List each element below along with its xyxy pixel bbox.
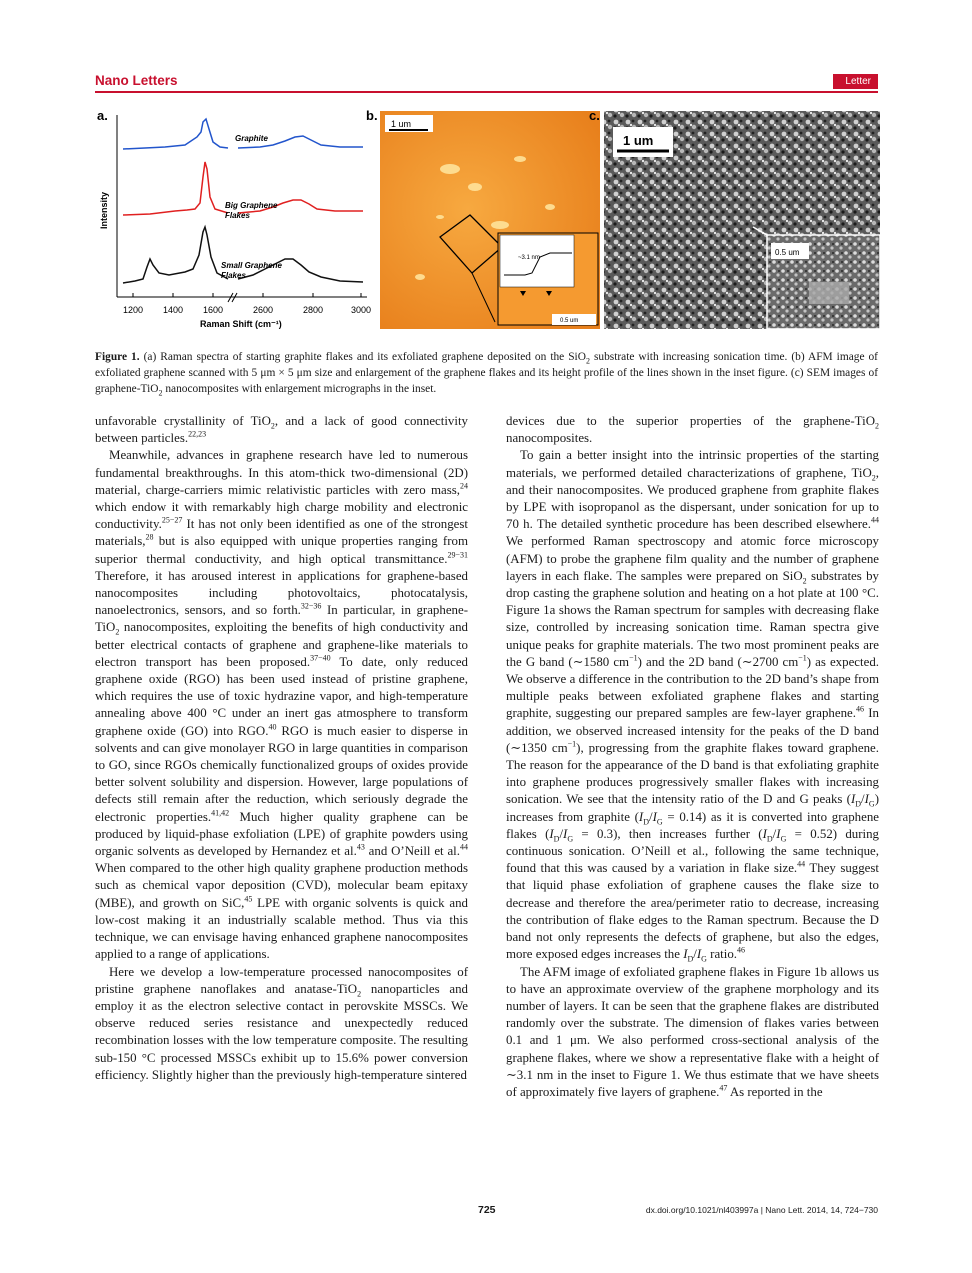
running-header	[95, 72, 878, 92]
page-number: 725	[478, 1204, 496, 1216]
x-tick-label: 1600	[203, 305, 224, 315]
caption-text-c: nanocomposites with enlargement micrographs in the inset.	[162, 383, 437, 395]
caption-text-a: (a) Raman spectra of starting graphite flakes and its exfoliated graphene deposited on the SiO	[143, 351, 586, 363]
x-tick-label: 3000	[351, 305, 372, 315]
article-type-badge: Letter	[833, 74, 878, 89]
body-column-left: unfavorable crystallinity of TiO$_2$, and a lack of good connectivity between particles.$^{22,23}$ Meanwhile, advances in graphene research have led to numerous fundamental breakthroughs. In this atom-thick two-dimensional (2D) material, charge-carriers mimic relativistic particles with zero mass,$^{24}$ which endow it with remarkably high charge mobility and electronic conductivity.$^{25-27}$ It has not only been identified as one of the strongest materials,$^{28}$ but is also equipped with unique properties ranging from superior thermal conductivity, and high optical transmittance.$^{29-31}$ Therefore, it has aroused interest in applications for graphene-based nanocomposites including photovoltaics, photocatalysis, nanoelectronics, sensors, and so forth.$^{32-36}$ In particular, in graphene-TiO$_2$ nanocomposites, exploiting the benefits of high conductivity and better electrical contacts of graphene and graphene-like materials to electron transport has been proposed.$^{37-40}$ To date, only reduced graphene oxide (RGO) has been used instead of pristine graphene, which requires the use of toxic hydrazine vapor, and high-temperature annealing above 400 °C under an inert gas atmosphere to transform graphene oxide (GO) into RGO.$^{40}$ RGO is much easier to disperse in solvents and can give monolayer RGO in large quantities in comparison to GO, since RGOs chemically functionalized groups of oxides provide better solvent solubility and dispersion. However, large populations of defects still remain after the reduction, which seriously degrade the electronic properties.$^{41,42}$ Much higher quality graphene can be produced by liquid-phase exfoliation (LPE) of graphite powders using organic solvents as developed by Hernandez et al.$^{43}$ and O’Neill et al.$^{44}$ When compared to the other high quality graphene production methods such as chemical vapor deposition (CVD), molecular beam epitaxy (MBE), and growth on SiC,$^{45}$ LPE with organic solvents is quick and low-cost making it an industrially scalable method. Thus via this technique, we can envisage having enhanced graphene nanocomposites applied to a range of applications. Here we develop a low-temperature processed nanocomposites of pristine graphene nanoflakes and anatase-TiO$_2$ nanoparticles and employ it as the electron selective contact in perovskite MSSCs. We observe reduced series resistance and unexpectedly reduced recombination losses with the low temperature composite. The resulting sub-150 °C processed MSSCs exhibit up to 15.6% power conversion efficiency. Slightly higher than the previously high-temperature sintered	[95, 414, 469, 1082]
panel-b-label: b.	[366, 108, 378, 123]
x-tick-label: 1400	[163, 305, 184, 315]
caption-text-b: substrate with increasing sonication time. (b) AFM image of exfoliated graphene scanned with 5 μm × 5 μm size and enlargement of the graphene flakes and its height profile of the lines shown in the inset figure. (c) SEM images of graphene-TiO	[95, 351, 878, 395]
x-axis-label: Raman Shift (cm⁻¹)	[200, 319, 282, 329]
afm-height-label: ~3.1 nm	[518, 255, 540, 261]
big-graphene-label-2: Flakes	[225, 211, 250, 220]
afm-scale-bar: 1 um	[391, 119, 412, 129]
x-tick-label: 2600	[253, 305, 274, 315]
x-tick-label: 2800	[303, 305, 324, 315]
sem-scale-bar: 1 um	[623, 133, 654, 148]
big-graphene-label: Big Graphene	[225, 201, 278, 210]
body-column-right: devices due to the superior properties of the graphene-TiO$_2$ nanocomposites. To gain a better insight into the intrinsic properties of the starting materials, we performed detailed characterizations of graphene, TiO$_2$, and their nanocomposites. We produced graphene from graphite flakes by LPE with isopropanol as the dispersant, under sonication for up to 70 h. The detailed synthetic procedure has been described elsewhere.$^{44}$ We performed Raman spectroscopy and atomic force microscopy (AFM) to probe the graphene film quality and the number of graphene layers in each flake. The samples were prepared on SiO$_2$ substrates by drop casting the graphene solution and heating on a hot plate at 100 °C. Figure 1a shows the Raman spectrum for samples with decreasing flake size, controlled by increasing sonication time. Raman spectra give unique peaks for graphite materials. The two most prominent peaks are the G band (∼1580 $cm^{-1}$) and the 2D band (∼2700 $cm^{-1}$) as expected. We observe a difference in the contribution to the 2D band’s shape from multiple peaks between exfoliated graphene flakes and starting graphite, suggesting our prepared samples are few-layer graphene.$^{46}$ In addition, we observed increased intensity for the peaks of the D band (∼1350 $cm^{-1}$), progressing from the graphite flakes toward graphene. The reason for the appearance of the D band is that exfoliating graphite into graphene produces progressively smaller flakes with increasing sonication. We see that the intensity ratio of the D and G peaks $(I_D/I_G)$ increases from graphite $(I_D/I_G = 0.14)$ as it is converted into graphene flakes $(I_D/I_G = 0.3)$, then increases further $(I_D/I_G = 0.52)$ during continuous sonication. O’Neill et al., following the same technique, found that this was caused by a variation in flake size.$^{44}$ They suggest that liquid phase exfoliation of graphene causes the flake size to decrease and therefore the area/perimeter ratio to decrease, increasing the contribution of flake edges to the Raman spectrum. Because the D band not only represents the defects of graphene, but also the edges, more exposed edges increases the $I_D/I_G$ ratio.$^{46}$ The AFM image of exfoliated graphene flakes in Figure 1b allows us to have an approximate overview of the graphene morphology and its number of layers. It can be seen that the graphene flakes are distributed randomly over the substrate. The dimension of flakes varies between 0.1 and 1 μm. We also performed cross-sectional analysis of the graphene flakes, where we show a representative flake with a height of ∼3.1 nm in the inset to Figure 1. We thus estimate that we have sheets of approximately five layers of graphene.$^{47}$ As reported in the	[506, 414, 880, 1099]
header-rule	[95, 91, 878, 93]
doi-citation[interactable]: dx.doi.org/10.1021/nl403997a | Nano Lett. 2014, 14, 724−730	[645, 1205, 878, 1215]
sem-inset-scale-bar: 0.5 um	[775, 248, 800, 257]
panel-b-afm	[366, 107, 604, 332]
x-tick-label: 1200	[123, 305, 144, 315]
panel-a-raman	[95, 107, 375, 332]
panel-c-sem	[589, 107, 880, 332]
figure-1	[95, 107, 880, 332]
y-axis-label: Intensity	[99, 191, 109, 229]
caption-label: Figure 1.	[95, 351, 140, 363]
afm-inset-scale-bar: 0.5 um	[560, 318, 579, 324]
small-graphene-label: Small Graphene	[221, 261, 282, 270]
graphite-label: Graphite	[235, 134, 268, 143]
journal-name[interactable]: Nano Letters	[95, 73, 178, 88]
small-graphene-label-2: Flakes	[221, 271, 246, 280]
panel-a-label: a.	[97, 108, 108, 123]
figure-caption: Figure 1. (a) Raman spectra of starting graphite flakes and its exfoliated graphene deposited on the SiO$_2$ substrate with increasing sonication time. (b) AFM image of exfoliated graphene scanned with 5 μm × 5 μm size and enlargement of the graphene flakes and its height profile of the lines shown in the inset figure. (c) SEM images of graphene-TiO$_2$ nanocomposites with enlargement micrographs in the inset.	[95, 351, 878, 398]
panel-c-label: c.	[589, 108, 600, 123]
